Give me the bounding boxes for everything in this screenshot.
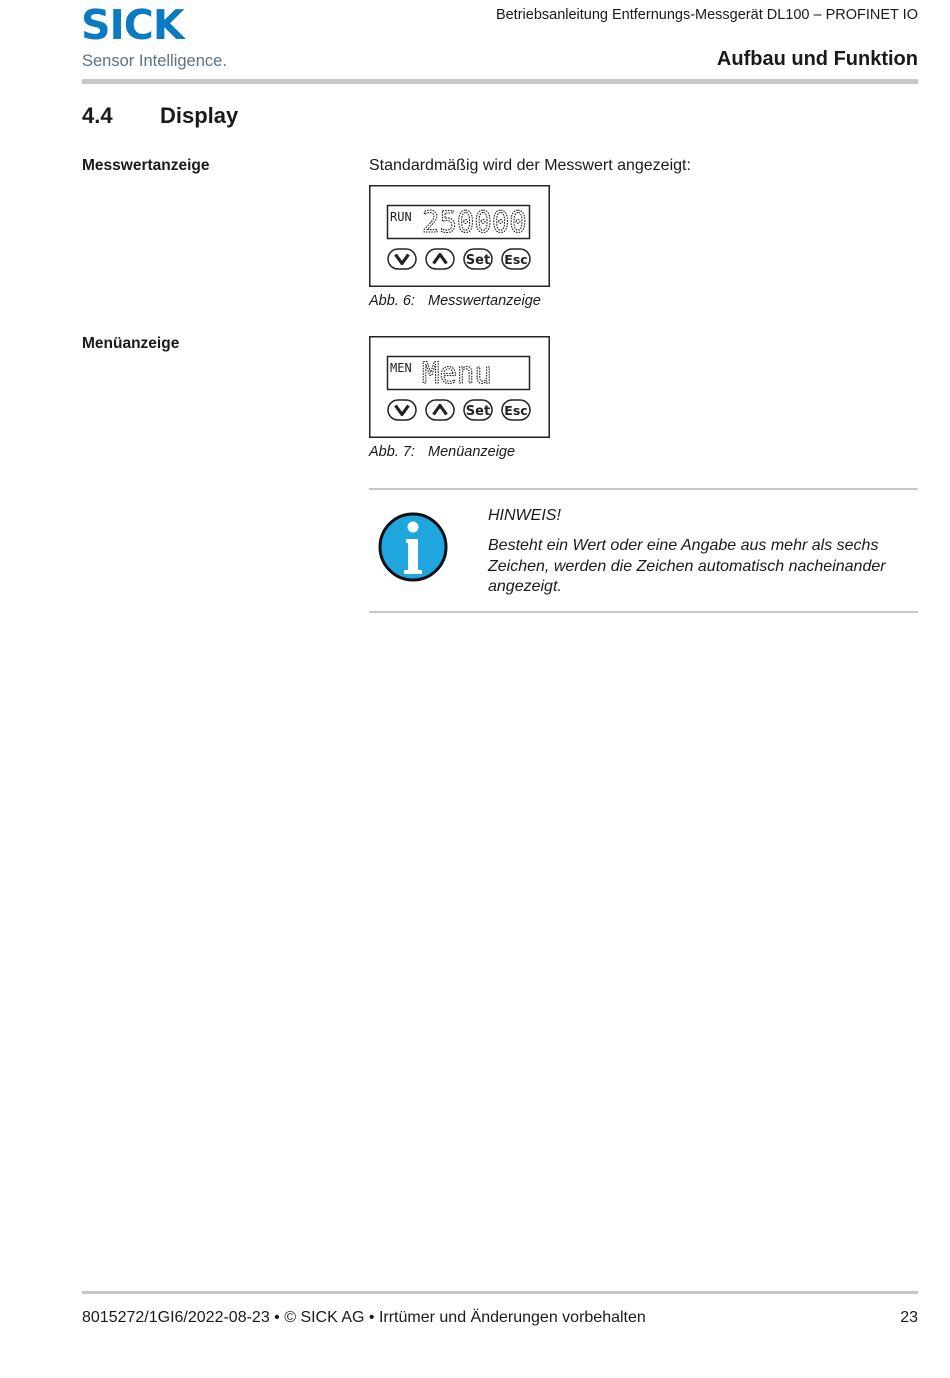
footer-text: 8015272/1GI6/2022-08-23 • © SICK AG • Irrtümer und Änderungen vorbehalten — [82, 1309, 646, 1326]
caption-label: Abb. 6: — [369, 293, 415, 309]
footer-divider — [82, 1291, 918, 1294]
esc-key[interactable] — [502, 249, 530, 269]
lcd-value: Menu — [422, 356, 492, 390]
figure-measurement-display — [369, 185, 550, 287]
figure-caption-6 — [369, 292, 541, 310]
esc-key-label: Esc — [504, 403, 528, 418]
set-key[interactable] — [464, 400, 492, 420]
note-bottom-rule — [369, 611, 918, 613]
up-arrow-key[interactable] — [426, 400, 454, 420]
info-icon — [378, 512, 448, 582]
document-title: Betriebsanleitung Entfernungs-Messgerät DL100 – PROFINET IO — [495, 7, 918, 23]
note-text: Besteht ein Wert oder eine Angabe aus mehr als sechs Zeichen, werden die Zeichen automatisch nacheinander angezeigt. — [488, 537, 886, 595]
set-key-label: Set — [465, 404, 491, 419]
lcd-mode-label: MEN — [390, 361, 412, 375]
lcd-mode-label: RUN — [390, 210, 412, 224]
section-title: Display — [160, 103, 239, 128]
set-key[interactable] — [464, 249, 492, 269]
caption-label: Abb. 7: — [369, 444, 415, 460]
figure-menu-display — [369, 336, 550, 438]
up-arrow-key[interactable] — [426, 249, 454, 269]
set-key-label: Set — [465, 253, 491, 268]
page-number: 23 — [900, 1309, 918, 1326]
logo-tagline: Sensor Intelligence. — [82, 52, 227, 70]
esc-key[interactable] — [502, 400, 530, 420]
caption-text: Messwertanzeige — [428, 293, 541, 309]
side-label-messwertanzeige: Messwertanzeige — [82, 157, 210, 174]
down-arrow-key[interactable] — [388, 249, 416, 269]
section-number: 4.4 — [82, 103, 113, 128]
esc-key-label: Esc — [504, 252, 528, 267]
header-divider — [82, 79, 918, 84]
sick-logo-wordmark: SICK — [81, 1, 184, 49]
chapter-title: Aufbau und Funktion — [716, 48, 918, 70]
note-title: HINWEIS! — [488, 507, 561, 524]
lcd-value: 250000 — [422, 205, 527, 239]
intro-text: Standardmäßig wird der Messwert angezeigt: — [369, 157, 691, 174]
note-top-rule — [369, 488, 918, 490]
figure-caption-7 — [369, 443, 515, 461]
down-arrow-key[interactable] — [388, 400, 416, 420]
side-label-menueanzeige: Menüanzeige — [82, 335, 180, 352]
caption-text: Menüanzeige — [428, 444, 516, 460]
